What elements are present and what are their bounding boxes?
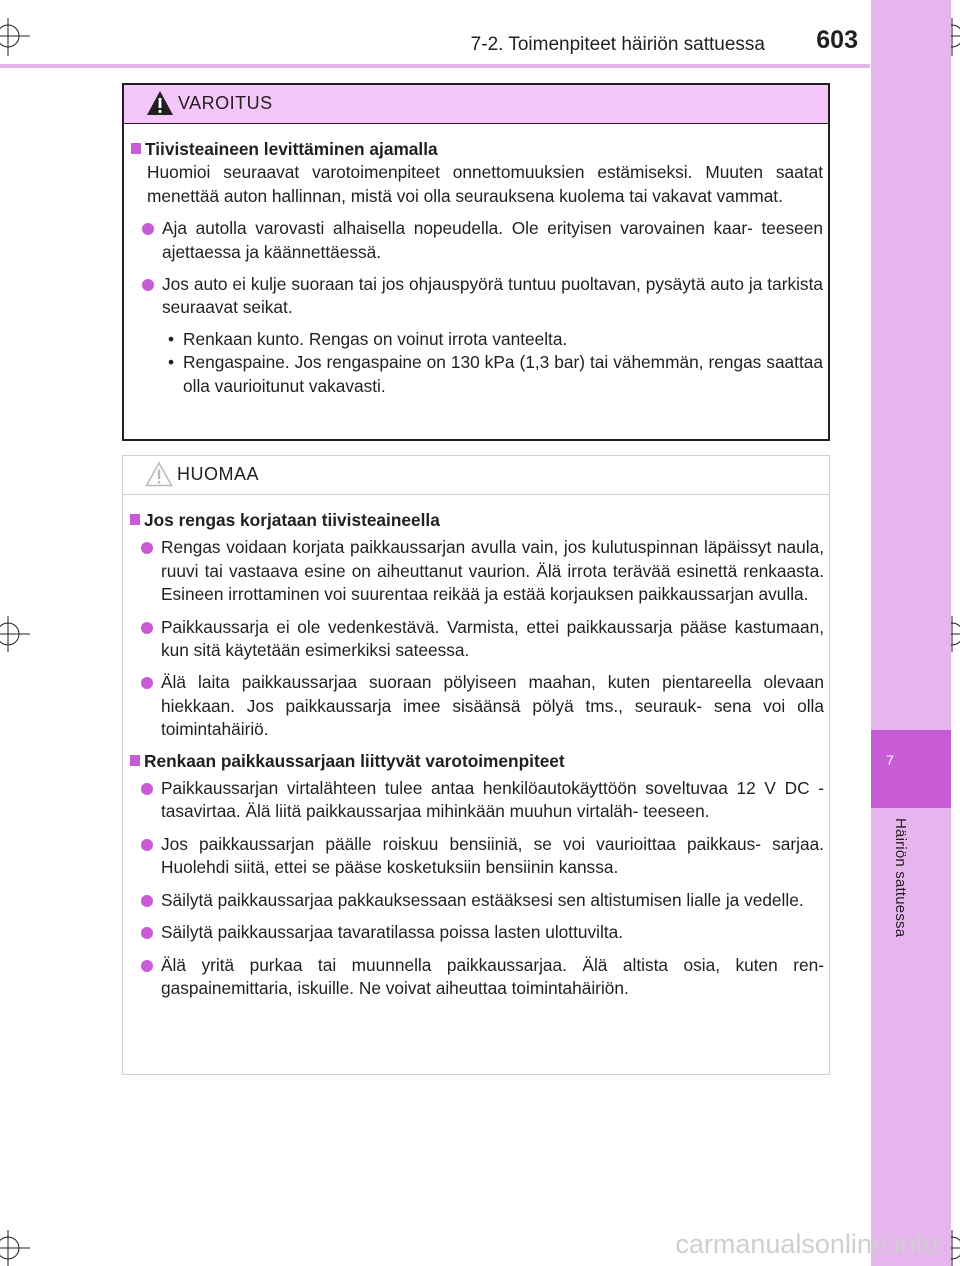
- subitem-marker: •: [168, 328, 175, 349]
- notice-bullet: Älä laita paikkaussarjaa suoraan pölyiseen maahan, kuten pientareella olevaan hiekkaan. Jos paikkaussarja imee sisäänsä pölyä tms., seurauk- sena voi olla toimintahäiriö.: [130, 671, 824, 741]
- notice-heading: Jos rengas korjataan tiivisteaineella: [130, 509, 824, 532]
- square-bullet-icon: [131, 143, 141, 154]
- warning-bullet: Aja autolla varovasti alhaisella nopeudella. Ole erityisen varovainen kaar- teeseen ajettaessa ja käännettäessä.: [131, 217, 823, 264]
- notice-heading: Renkaan paikkaussarjaan liittyvät varotoimenpiteet: [130, 750, 824, 773]
- notice-bullet: Paikkaussarja ei ole vedenkestävä. Varmista, ettei paikkaussarja pääse kastumaan, kun sitä käytetään esimerkiksi sateessa.: [130, 616, 824, 663]
- circle-bullet-icon: [141, 960, 153, 972]
- section-title: 7-2. Toimenpiteet häiriön sattuessa: [470, 34, 765, 55]
- registration-mark-bottom-left: [0, 1226, 40, 1266]
- circle-bullet-icon: [141, 542, 153, 554]
- notice-bullet: Jos paikkaussarjan päälle roiskuu bensiiniä, se voi vaurioittaa paikkaus- sarjaa. Huolehdi siitä, ettei se pääse kosketuksiin bensiinin kanssa.: [130, 833, 824, 880]
- chapter-tab: [871, 730, 951, 808]
- watermark: carmanualsonline.info: [675, 1229, 938, 1259]
- circle-bullet-icon: [142, 279, 154, 291]
- notice-bullet: Säilytä paikkaussarjaa tavaratilassa poissa lasten ulottuvilta.: [130, 921, 824, 944]
- chapter-title: Häiriön sattuessa: [892, 818, 909, 938]
- warning-heading: Tiivisteaineen levittäminen ajamalla: [131, 138, 823, 161]
- header-rule: [0, 64, 870, 68]
- warning-header: [124, 85, 828, 124]
- registration-mark-mid-left: [0, 614, 40, 654]
- page-header: [0, 0, 870, 66]
- notice-label: HUOMAA: [177, 464, 260, 484]
- page-number: 603: [816, 26, 858, 54]
- warning-body: [124, 124, 828, 398]
- notice-bullet: Paikkaussarjan virtalähteen tulee antaa henkilöautokäyttöön soveltuvaa 12 V DC -tasavirtaa. Älä liitä paikkaussarjaa mihinkään muuhun virtaläh- teeseen.: [130, 777, 824, 824]
- circle-bullet-icon: [141, 783, 153, 795]
- circle-bullet-icon: [141, 677, 153, 689]
- square-bullet-icon: [130, 514, 140, 525]
- chapter-number: 7: [886, 752, 894, 768]
- subitem-marker: •: [168, 352, 175, 373]
- warning-label: VAROITUS: [178, 93, 273, 113]
- warning-intro: Huomioi seuraavat varotoimenpiteet onnettomuuksien estämiseksi. Muuten saatat menettää auton hallinnan, mistä voi olla seurauksena kuolema tai vakavat vammat.: [147, 162, 823, 206]
- notice-box: [122, 455, 830, 1075]
- square-bullet-icon: [130, 755, 140, 766]
- notice-header: [123, 456, 829, 495]
- circle-bullet-icon: [141, 839, 153, 851]
- warning-box: [122, 83, 830, 441]
- chapter-tab-strip: [871, 0, 951, 1266]
- warning-bullet: Jos auto ei kulje suoraan tai jos ohjauspyörä tuntuu puoltavan, pysäytä auto ja tarkista seuraavat seikat.: [131, 273, 823, 320]
- circle-bullet-icon: [141, 927, 153, 939]
- circle-bullet-icon: [141, 895, 153, 907]
- warning-subitems: [131, 328, 823, 398]
- circle-bullet-icon: [142, 223, 154, 235]
- notice-bullet: Rengas voidaan korjata paikkaussarjan avulla vain, jos kulutuspinnan läpäissyt naula, ruuvi tai vastaava esine on aiheuttanut vaurion. Älä irrota terävää esinettä renkaasta. Esineen irrottaminen voi suurentaa reikää ja estää korjauksen paikkaussarjan avulla.: [130, 536, 824, 606]
- warning-triangle-icon: [146, 90, 174, 116]
- notice-body: [123, 495, 829, 1000]
- caution-triangle-icon: [145, 461, 173, 487]
- notice-bullet: Älä yritä purkaa tai muunnella paikkaussarjaa. Älä altista osia, kuten ren- gaspainemittaria, iskuille. Ne voivat aiheuttaa toimintahäiriön.: [130, 954, 824, 1001]
- notice-bullet: Säilytä paikkaussarjaa pakkauksessaan estääksesi sen altistumisen lialle ja vedelle.: [130, 889, 824, 912]
- warning-subitem: • Renkaan kunto. Rengas on voinut irrota vanteelta.: [131, 328, 823, 351]
- warning-subitem: • Rengaspaine. Jos rengaspaine on 130 kPa (1,3 bar) tai vähemmän, rengas saattaa olla vaurioitunut vakavasti.: [168, 352, 823, 396]
- circle-bullet-icon: [141, 622, 153, 634]
